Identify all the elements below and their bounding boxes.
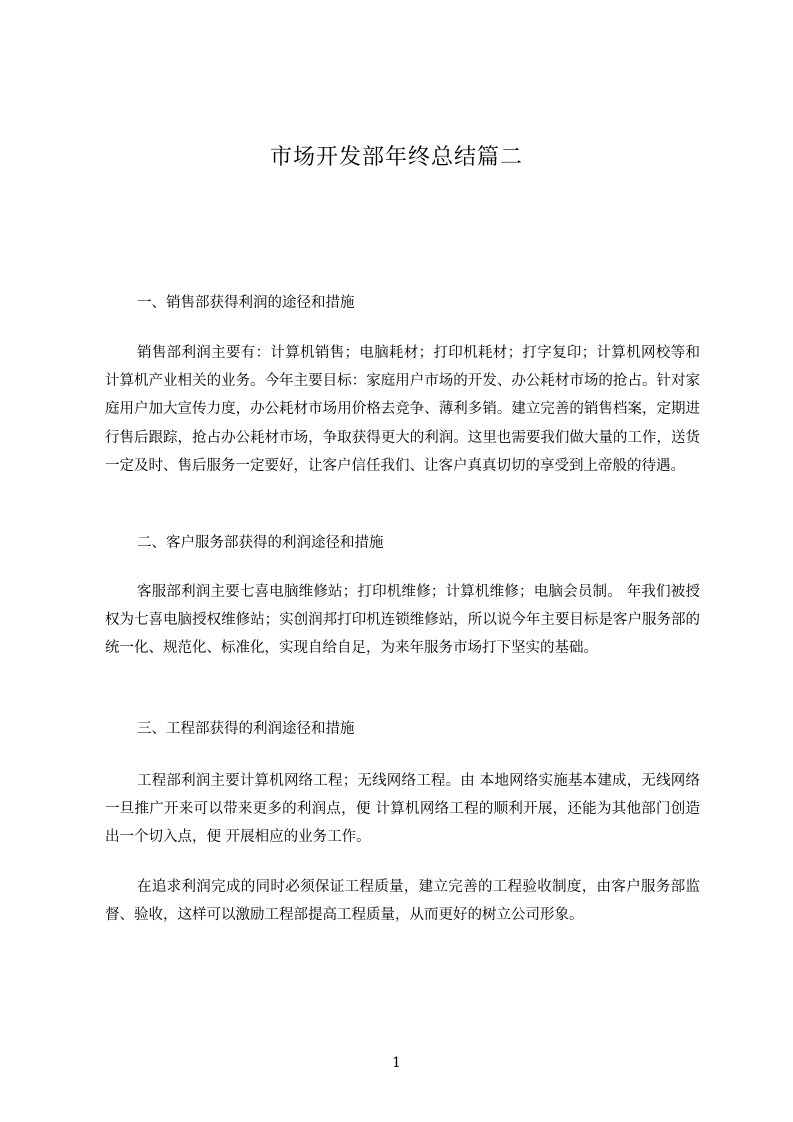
section-heading-customer-service: 二、客户服务部获得的利润途径和措施: [137, 535, 384, 551]
page-number: 1: [392, 1055, 401, 1071]
section-heading-engineering: 三、工程部获得的利润途径和措施: [137, 721, 355, 737]
section-paragraph-engineering: 工程部利润主要计算机网络工程；无线网络工程。由 本地网络实施基本建成，无线网络一旦推广开来可以带来更多的利润点，便 计算机网络工程的顺利开展，还能为其他部门创造出一个切入点，便 开展相应的业务工作。: [105, 773, 700, 846]
document-title: 市场开发部年终总结篇二: [269, 145, 523, 170]
section-heading-sales: 一、销售部获得利润的途径和措施: [137, 295, 355, 311]
section-paragraph-engineering-quality: 在追求利润完成的同时必须保证工程质量，建立完善的工程验收制度，由客户服务部监督、验收，这样可以激励工程部提高工程质量，从而更好的树立公司形象。: [105, 879, 700, 924]
section-paragraph-customer-service: 客服部利润主要七喜电脑维修站；打印机维修；计算机维修；电脑会员制。 年我们被授权为七喜电脑授权维修站；实创润邦打印机连锁维修站，所以说今年主要目标是客户服务部的统一化、规范化、标准化，实现自给自足，为来年服务市场打下坚实的基础。: [105, 584, 700, 657]
section-paragraph-sales: 销售部利润主要有：计算机销售；电脑耗材；打印机耗材；打字复印；计算机网校等和计算机产业相关的业务。今年主要目标：家庭用户市场的开发、办公耗材市场的抢占。针对家庭用户加大宣传力度，办公耗材市场用价格去竞争、薄利多销。建立完善的销售档案，定期进行售后跟踪，抢占办公耗材市场，争取获得更大的利润。这里也需要我们做大量的工作，送货一定及时、售后服务一定要好，让客户信任我们、让客户真真切切的享受到上帝般的待遇。: [105, 345, 700, 474]
